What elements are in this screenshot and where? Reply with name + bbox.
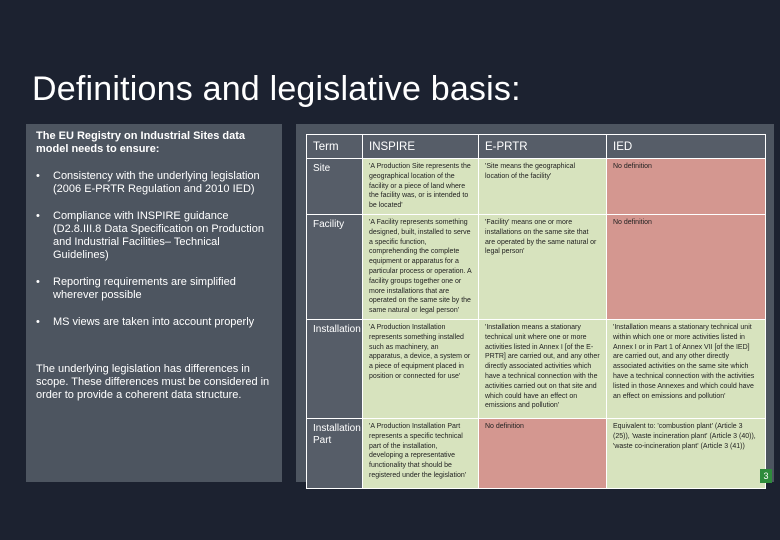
requirements-panel	[26, 124, 282, 482]
ied-cell: No definition	[607, 159, 766, 215]
inspire-cell: 'A Production Installation Part represents a specific technical part of the installation, developing a representative functionality that should be registered under the legislation'	[363, 418, 479, 488]
eprtr-cell: 'Installation means a stationary technical unit where one or more activities listed in Annex I [of the E-PRTR] are carried out, and any other directly associated activities which have a technical connection with the activities carried out on that site and which could have an effect on emissions and pollution'	[479, 319, 607, 418]
header-ied: IED	[607, 135, 766, 159]
term-cell: Site	[307, 159, 363, 215]
eprtr-cell: 'Facility' means one or more installations on the same site that are operated by the same natural or legal person'	[479, 214, 607, 319]
table-header-row	[307, 135, 766, 159]
term-cell: Installation Part	[307, 418, 363, 488]
eprtr-cell: No definition	[479, 418, 607, 488]
ied-cell: 'Installation means a stationary technical unit within which one or more activities listed in Annex I or in Part 1 of Annex VII [of the IED] are carried out, and any other directly associated activities on the same site which have a technical connection with the activities listed in those Annexes and which could have an effect on emissions and pollution'	[607, 319, 766, 418]
term-cell: Installation	[307, 319, 363, 418]
table-row	[307, 418, 766, 488]
header-term: Term	[307, 135, 363, 159]
eprtr-cell: 'Site means the geographical location of the facility'	[479, 159, 607, 215]
definitions-table	[306, 134, 766, 489]
header-inspire: INSPIRE	[363, 135, 479, 159]
requirement-bullet: • Consistency with the underlying legislation (2006 E-PRTR Regulation and 2010 IED)	[34, 170, 274, 196]
ied-cell: Equivalent to: 'combustion plant' (Article 3 (25)), 'waste incineration plant' (Article 3 (40)), 'waste co-incineration plant' (Article 3 (41))	[607, 418, 766, 488]
inspire-cell: 'A Production Installation represents something installed such as machinery, an apparatus, a device, a system or a piece of equipment placed in position or connected for use'	[363, 319, 479, 418]
requirement-bullet: • Compliance with INSPIRE guidance (D2.8.III.8 Data Specification on Production and Industrial Facilities– Technical Guidelines)	[34, 210, 274, 262]
slide-title: Definitions and legislative basis:	[32, 70, 521, 108]
term-cell: Facility	[307, 214, 363, 319]
ied-cell: No definition	[607, 214, 766, 319]
definitions-panel	[296, 124, 774, 482]
header-eprtr: E-PRTR	[479, 135, 607, 159]
inspire-cell: 'A Facility represents something designed, built, installed to serve a specific function, comprehending the complete equipment or apparatus for a particular process or operation. A facility groups together one or more installations that are operated on the same site by the same natural or legal person'	[363, 214, 479, 319]
table-row	[307, 214, 766, 319]
requirement-bullet: • MS views are taken into account properly	[34, 316, 274, 329]
table-row	[307, 319, 766, 418]
requirements-list	[34, 170, 274, 329]
inspire-cell: 'A Production Site represents the geographical location of the facility or a piece of land where the facility was, or is intended to be located'	[363, 159, 479, 215]
requirements-intro: The EU Registry on Industrial Sites data model needs to ensure:	[36, 130, 246, 155]
table-row	[307, 159, 766, 215]
legislation-note: The underlying legislation has differences in scope. These differences must be considered in order to provide a coherent data structure.	[36, 363, 270, 401]
requirement-bullet: • Reporting requirements are simplified wherever possible	[34, 276, 274, 302]
page-number-badge: 3	[760, 469, 772, 483]
